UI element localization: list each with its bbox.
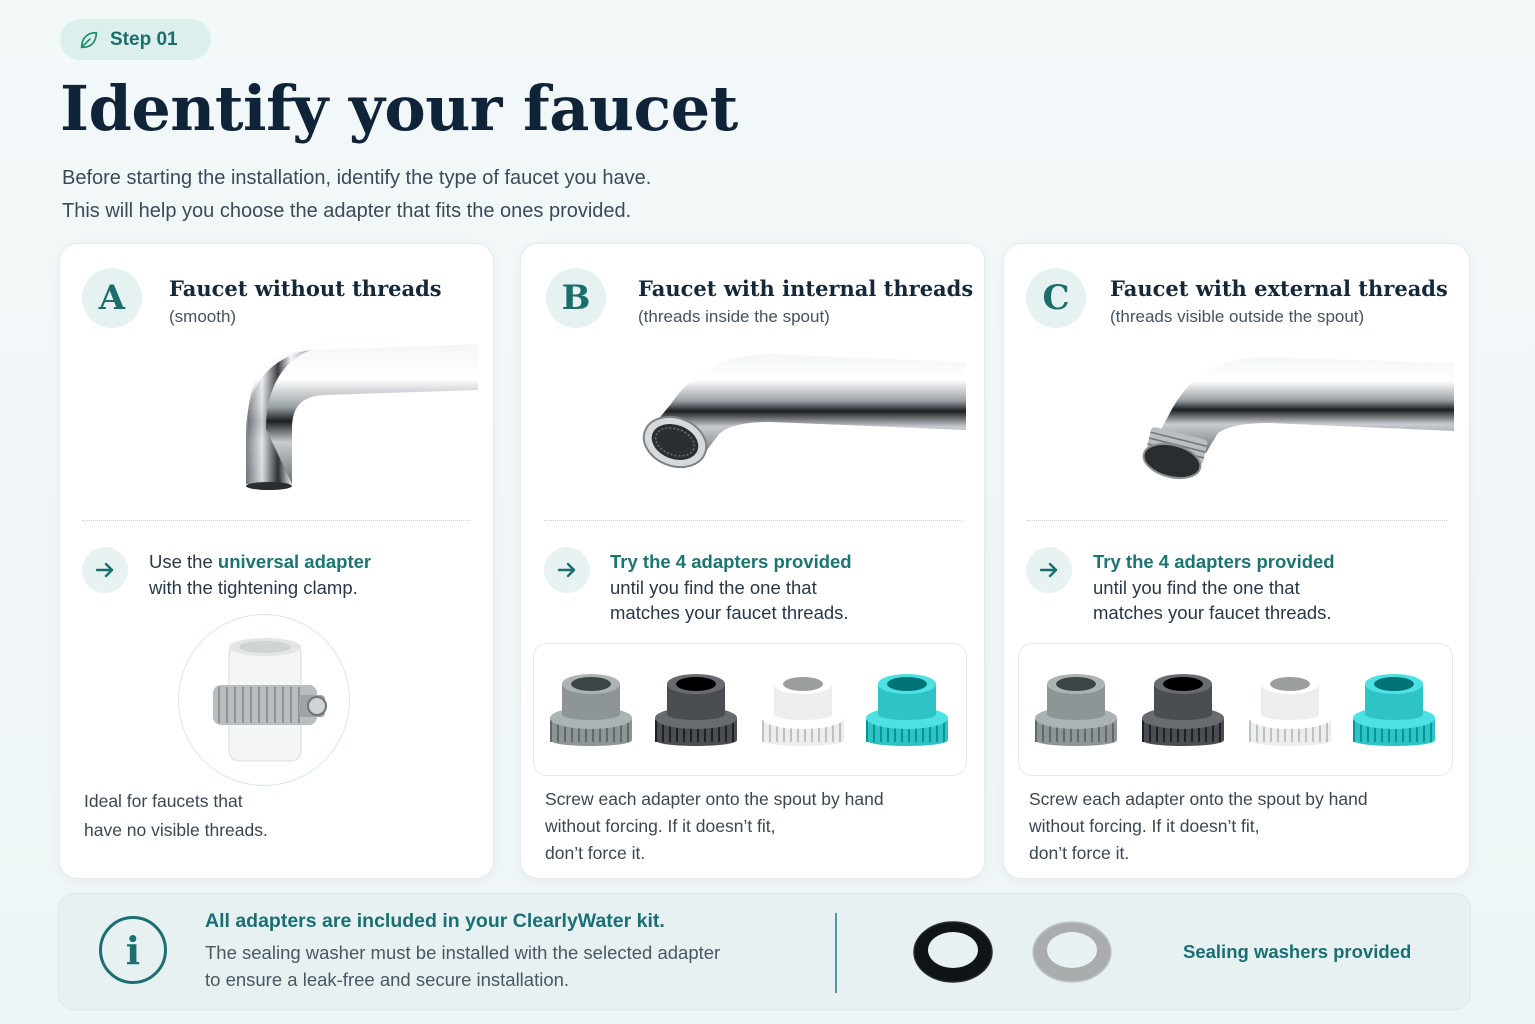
step-label: Step 01 [110,28,178,50]
instruction-highlight: Try the 4 adapters provided [1093,551,1335,572]
card-subtitle: (threads inside the spout) [638,307,830,326]
adapter-white [1245,662,1335,752]
universal-adapter-image [178,614,350,786]
banner-text [205,939,720,993]
info-icon: i [99,916,167,984]
washer-gray [1030,919,1114,985]
banner-line-1: The sealing washer must be installed with the selected adapter [205,942,721,963]
card-letter-badge: C [1026,268,1086,328]
card-faucet-external-threads [1003,243,1470,879]
note-line-2: without forcing. If it doesn’t fit, [545,816,776,836]
kit-info-banner [58,893,1471,1010]
instruction-text [610,549,852,626]
note-line-2: have no visible threads. [84,820,268,840]
instruction-line-3: matches your faucet threads. [1093,602,1332,623]
card-letter-badge: B [546,268,606,328]
note-line-1: Screw each adapter onto the spout by hand [545,789,884,809]
arrow-right-icon [1026,547,1072,593]
external-thread-faucet-image [1134,349,1454,489]
intro-line-2: This will help you choose the adapter that fits the ones provided. [62,200,632,222]
note-line-2: without forcing. If it doesn’t fit, [1029,816,1260,836]
divider [82,520,470,521]
adapter-white [758,662,848,752]
note-line-1: Screw each adapter onto the spout by hand [1029,789,1368,809]
card-subtitle: (smooth) [169,307,237,326]
instruction-line-3: matches your faucet threads. [610,602,849,623]
card-subtitle: (threads visible outside the spout) [1110,307,1365,326]
intro-line-1: Before starting the installation, identify the type of faucet you have. [62,167,652,189]
instruction-highlight: universal adapter [217,551,372,572]
instruction-line-2: with the tightening clamp. [149,576,358,598]
arrow-right-icon [82,547,128,593]
note-text [545,786,884,867]
card-title: Faucet with internal threads [638,276,974,301]
leaf-icon [78,29,100,51]
adapters-panel [1018,643,1453,776]
instruction-text [149,549,371,600]
instruction-line-2: until you find the one that [1093,576,1300,598]
adapter-gray [1031,662,1121,752]
arrow-right-icon [544,547,590,593]
instruction-line-2: until you find the one that [610,576,817,598]
adapter-dark-gray [651,662,741,752]
washer-black [911,919,995,985]
internal-thread-faucet-image [631,344,966,484]
divider [1027,520,1447,521]
adapter-turquoise [1349,662,1439,752]
page-title: Identify your faucet [60,72,738,145]
card-title: Faucet without threads [169,276,442,301]
banner-title: All adapters are included in your ClearlyWater kit. [205,910,665,932]
washers-label: Sealing washers provided [1183,941,1412,962]
adapters-panel [533,643,967,776]
adapter-turquoise [862,662,952,752]
step-badge [60,19,211,60]
note-text [84,787,268,845]
intro-text [62,162,651,228]
instruction-text [1093,549,1335,626]
adapter-dark-gray [1138,662,1228,752]
banner-line-2: to ensure a leak-free and secure installation. [205,969,570,990]
instruction-prefix: Use the [149,551,218,572]
card-title: Faucet with external threads [1110,276,1448,301]
adapter-gray [546,662,636,752]
card-faucet-without-threads [59,243,494,879]
card-faucet-internal-threads [520,243,985,879]
card-letter-badge: A [82,268,142,328]
note-line-3: don’t force it. [545,843,646,863]
banner-divider [835,913,837,993]
instruction-highlight: Try the 4 adapters provided [610,551,852,572]
note-line-3: don’t force it. [1029,843,1130,863]
smooth-faucet-image [200,334,478,494]
note-text [1029,786,1368,867]
divider [544,520,962,521]
note-line-1: Ideal for faucets that [84,791,243,811]
